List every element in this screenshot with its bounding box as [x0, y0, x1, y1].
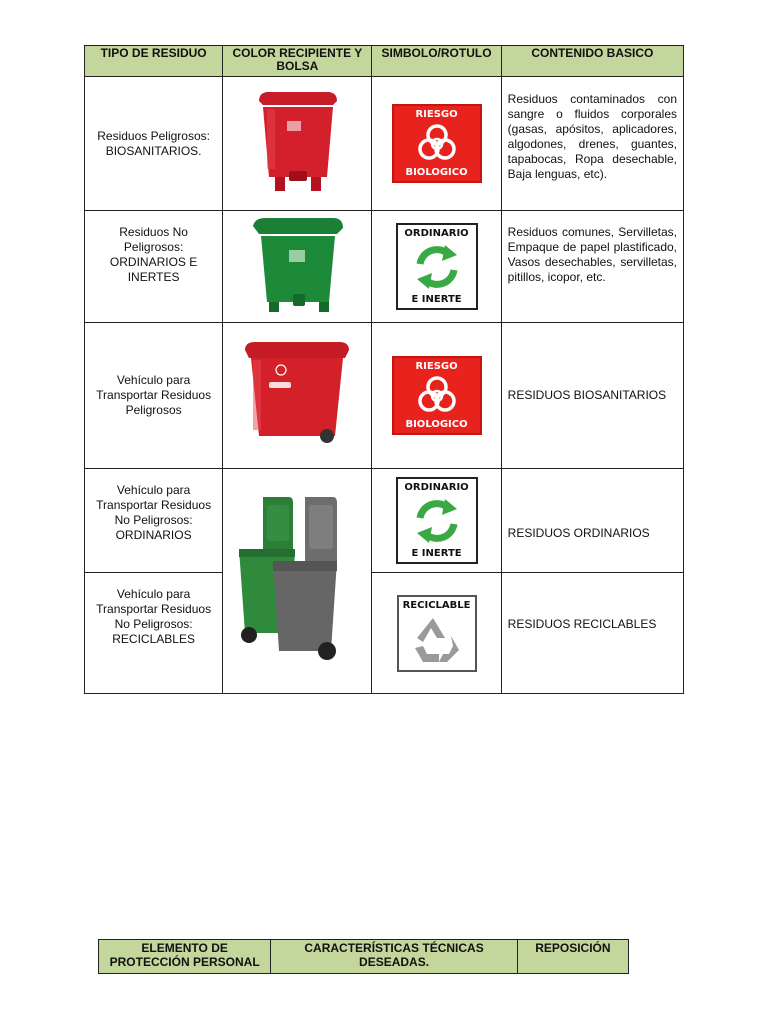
- container-image-cell: [223, 77, 372, 211]
- content-cell: Residuos comunes, Servilletas, Empaque de papel plastificado, Vasos desechables, servilletas, pitillos, icopor, etc.: [501, 211, 683, 323]
- symbol-cell: [372, 573, 501, 694]
- header-caracteristicas-tecnicas: CARACTERÍSTICAS TÉCNICAS DESEADAS.: [271, 940, 517, 974]
- table-row: [85, 211, 684, 323]
- header-reposicion: REPOSICIÓN: [517, 940, 628, 974]
- table-row: [85, 323, 684, 469]
- sign-top-text: ORDINARIO: [404, 228, 469, 239]
- header-color-recipiente: COLOR RECIPIENTE Y BOLSA: [223, 46, 372, 77]
- header-contenido-basico: CONTENIDO BASICO: [501, 46, 683, 77]
- biohazard-icon: [412, 122, 462, 166]
- content-cell: Residuos contaminados con sangre o fluidos corporales (gasas, apósitos, aplicadores, algodones, drenes, guantes, tapabocas, Ropa desechable, Baja lenguas, etc).: [501, 77, 683, 211]
- sign-bottom-text: E INERTE: [411, 548, 462, 559]
- cycle-arrows-icon: [412, 242, 462, 292]
- green-pedal-bin-image: [247, 214, 347, 314]
- green-and-gray-wheeled-carts-image: [237, 495, 357, 663]
- header-tipo-residuo: TIPO DE RESIDUO: [85, 46, 223, 77]
- sign-top-text: RIESGO: [415, 109, 458, 120]
- red-wheeled-cart-image: [241, 340, 353, 446]
- header-elemento-proteccion: ELEMENTO DE PROTECCIÓN PERSONAL: [99, 940, 271, 974]
- table-row: [85, 573, 684, 694]
- sign-bottom-text: BIOLOGICO: [405, 167, 468, 178]
- content-cell: RESIDUOS BIOSANITARIOS: [501, 323, 683, 469]
- symbol-cell: [372, 469, 501, 573]
- reciclable-sign: [397, 595, 477, 672]
- ordinario-inerte-sign: [396, 477, 478, 564]
- recycle-icon: [409, 614, 465, 666]
- symbol-cell: [372, 211, 501, 323]
- red-pedal-bin-image: [247, 85, 347, 197]
- container-image-cell: [223, 211, 372, 323]
- riesgo-biologico-sign: [392, 104, 482, 183]
- waste-type-cell: Vehículo para Transportar Residuos Peligrosos: [85, 323, 223, 469]
- biohazard-icon: [412, 374, 462, 418]
- sign-top-text: RIESGO: [415, 361, 458, 372]
- waste-classification-table: [84, 45, 684, 694]
- content-cell: RESIDUOS ORDINARIOS: [501, 469, 683, 573]
- waste-type-cell: Vehículo para Transportar Residuos No Peligrosos: ORDINARIOS: [85, 469, 223, 573]
- ppe-table: [98, 939, 629, 974]
- waste-type-cell: Residuos Peligrosos: BIOSANITARIOS.: [85, 77, 223, 211]
- sign-bottom-text: E INERTE: [411, 294, 462, 305]
- sign-top-text: ORDINARIO: [404, 482, 469, 493]
- symbol-cell: [372, 77, 501, 211]
- container-image-cell: [223, 323, 372, 469]
- waste-type-cell: Vehículo para Transportar Residuos No Peligrosos: RECICLABLES: [85, 573, 223, 694]
- container-image-cell: [223, 469, 372, 694]
- riesgo-biologico-sign: [392, 356, 482, 435]
- table-row: [85, 77, 684, 211]
- symbol-cell: [372, 323, 501, 469]
- cycle-arrows-icon: [412, 496, 462, 546]
- table-row: [85, 469, 684, 573]
- content-cell: RESIDUOS RECICLABLES: [501, 573, 683, 694]
- header-simbolo-rotulo: SIMBOLO/ROTULO: [372, 46, 501, 77]
- waste-type-cell: Residuos No Peligrosos: ORDINARIOS E INERTES: [85, 211, 223, 323]
- ordinario-inerte-sign: [396, 223, 478, 310]
- sign-bottom-text: BIOLOGICO: [405, 419, 468, 430]
- sign-top-text: RECICLABLE: [402, 599, 471, 611]
